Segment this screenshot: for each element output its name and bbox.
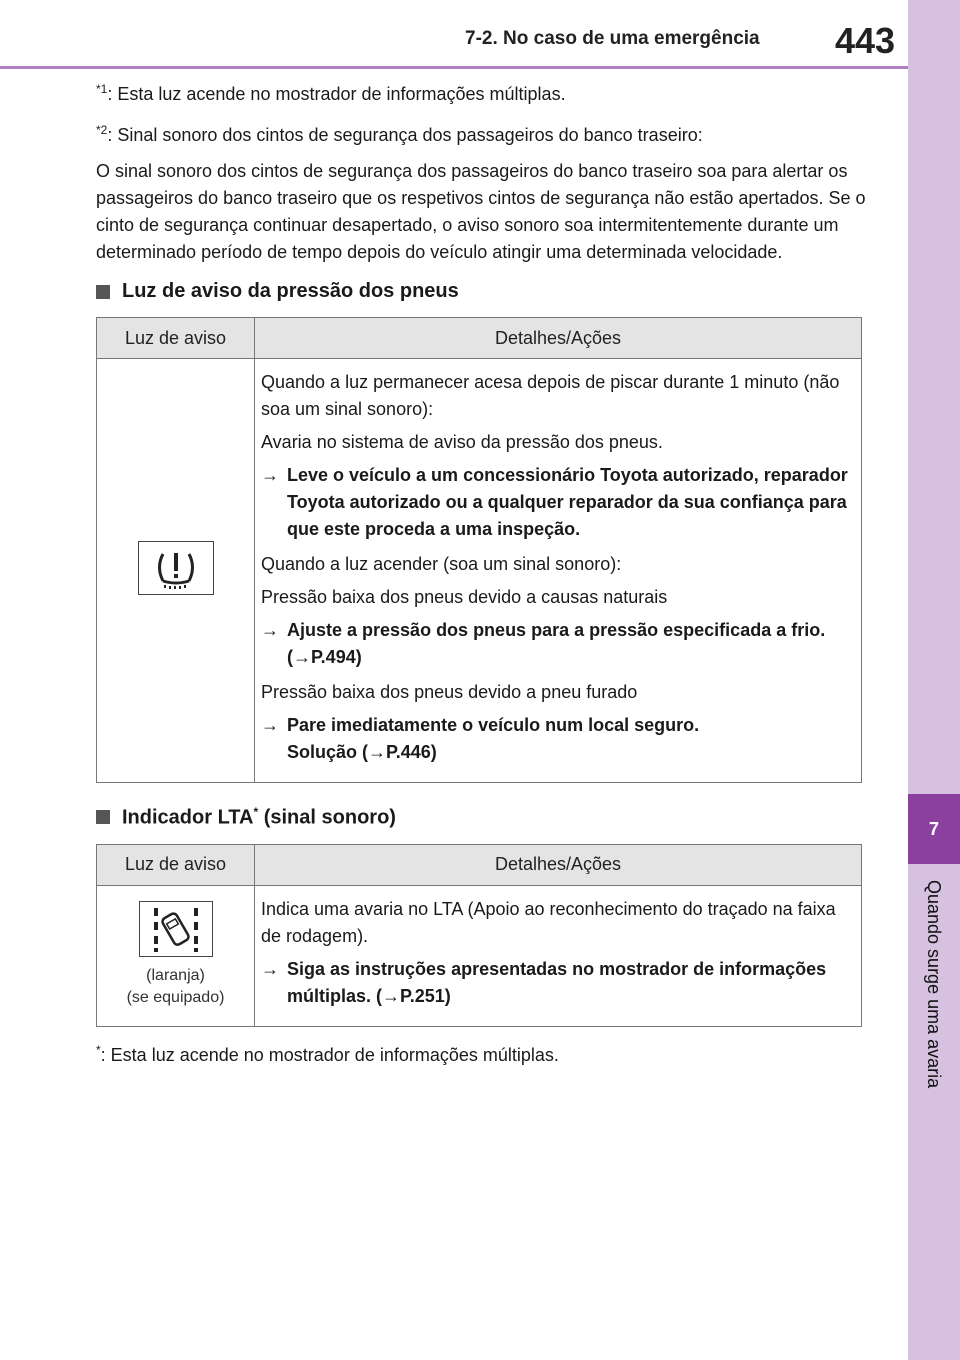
action-item	[261, 956, 855, 1010]
chapter-number: 7	[908, 794, 960, 864]
detail-text: Quando a luz permanecer acesa depois de piscar durante 1 minuto (não soa um sinal sonoro):	[261, 372, 840, 419]
footnote-text: : Sinal sonoro dos cintos de segurança dos passageiros do banco traseiro:	[107, 125, 703, 145]
footnote-mark: *	[96, 1042, 101, 1057]
table-row	[97, 359, 862, 783]
chapter-side-tab	[908, 0, 960, 1360]
lta-indicator-icon	[139, 901, 213, 957]
arrow-icon: →	[261, 620, 279, 640]
details-cell	[255, 885, 862, 1026]
footnote-mark: *1	[96, 82, 108, 96]
page-header	[0, 0, 908, 69]
details-cell	[255, 359, 862, 783]
column-header-details: Detalhes/Ações	[255, 844, 862, 885]
page-content	[96, 70, 866, 1078]
action-item	[261, 462, 855, 543]
section-heading-lta	[96, 805, 866, 830]
heading-text: Luz de aviso da pressão dos pneus	[122, 280, 459, 302]
page-number: 443	[835, 20, 896, 61]
column-header-light: Luz de aviso	[97, 844, 255, 885]
column-header-light: Luz de aviso	[97, 318, 255, 359]
action-text: Siga as instruções apresentadas no mostrador de informações múltiplas. (→P.251)	[287, 958, 827, 1006]
action-text	[287, 712, 699, 766]
table-header-row	[97, 844, 862, 885]
heading-rest: (sinal sonoro)	[258, 806, 396, 829]
detail-text: Avaria no sistema de aviso da pressão dos pneus.	[261, 432, 663, 452]
lta-table	[96, 844, 862, 1027]
heading-text	[122, 805, 396, 830]
action-item	[261, 617, 855, 671]
warning-light-cell	[97, 885, 255, 1026]
section-title: 7-2. No caso de uma emergência	[465, 28, 760, 49]
footnote-2	[96, 117, 866, 148]
arrow-icon: →	[261, 465, 279, 485]
arrow-icon: →	[261, 715, 279, 735]
footnote-bottom	[96, 1037, 866, 1068]
table-header-row	[97, 318, 862, 359]
detail-text: Pressão baixa dos pneus devido a pneu furado	[261, 682, 638, 702]
icon-caption-color: (laranja)	[146, 966, 205, 984]
arrow-icon: →	[261, 958, 279, 979]
footnote-mark: *2	[96, 123, 108, 137]
warning-light-cell	[97, 359, 255, 783]
tire-pressure-table	[96, 317, 862, 783]
square-bullet-icon	[96, 285, 110, 299]
footnote-1	[96, 76, 866, 107]
detail-text: Pressão baixa dos pneus devido a causas naturais	[261, 587, 668, 607]
action-text: Leve o veículo a um concessionário Toyota autorizado, reparador Toyota autorizado ou a qualquer reparador da sua confiança para que este proceda a uma inspeção.	[287, 465, 848, 539]
action-line: Solução (→P.446)	[287, 742, 437, 762]
table-row	[97, 885, 862, 1026]
heading-mark: *	[253, 805, 259, 819]
detail-text: Indica uma avaria no LTA (Apoio ao reconhecimento do traçado na faixa de rodagem).	[261, 898, 836, 946]
action-text: Ajuste a pressão dos pneus para a pressão especificada a frio. (→P.494)	[287, 620, 826, 667]
action-item	[261, 712, 855, 766]
footnote-text: : Esta luz acende no mostrador de informações múltiplas.	[100, 1044, 559, 1065]
section-heading-tire-pressure	[96, 280, 866, 303]
column-header-details: Detalhes/Ações	[255, 318, 862, 359]
square-bullet-icon	[96, 810, 110, 824]
icon-caption-equipped: (se equipado)	[126, 988, 225, 1006]
tire-pressure-warning-icon	[138, 541, 214, 595]
detail-text: Quando a luz acender (soa um sinal sonoro):	[261, 554, 622, 574]
intro-paragraph: O sinal sonoro dos cintos de segurança dos passageiros do banco traseiro soa para alertar os passageiros do banco traseiro que os respetivos cintos de segurança não estão apertados. Se o cinto de segurança continuar desapertado, o aviso sonoro soa intermitentemente durante um determinado período de tempo depois do veículo atingir uma determinada velocidade.	[96, 161, 866, 262]
action-line: Pare imediatamente o veículo num local seguro.	[287, 715, 700, 735]
footnote-text: : Esta luz acende no mostrador de informações múltiplas.	[107, 84, 566, 104]
chapter-label: Quando surge uma avaria	[924, 880, 944, 1089]
heading-main: Indicador LTA	[122, 806, 254, 829]
